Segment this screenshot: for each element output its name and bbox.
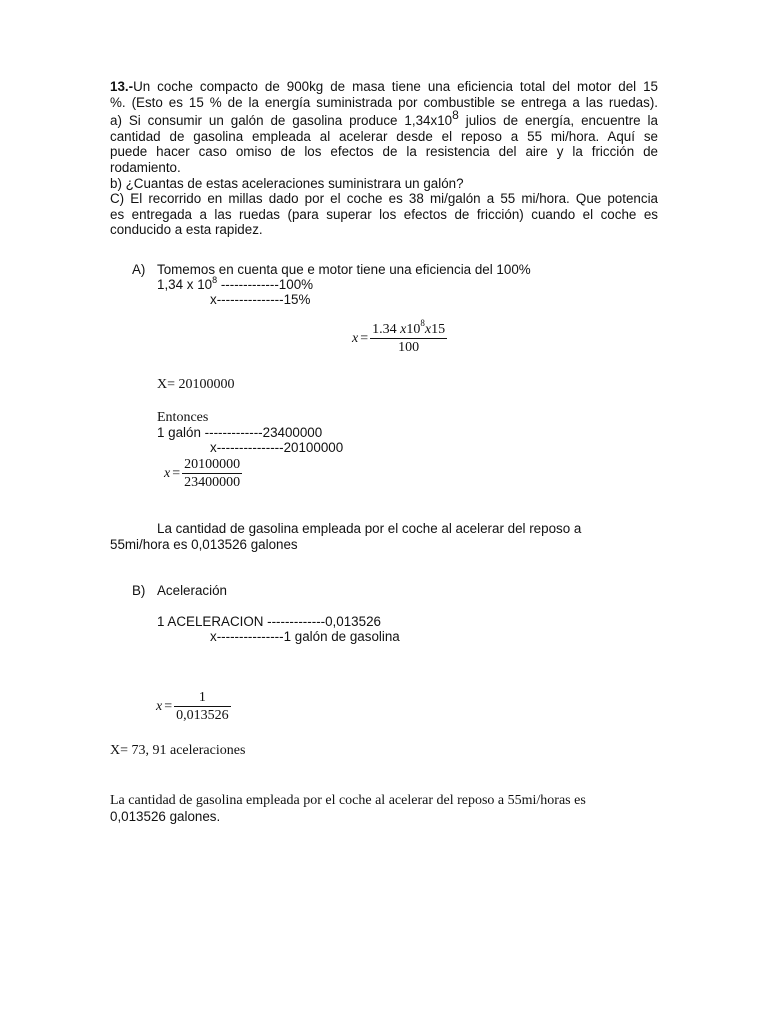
problem-statement [110,79,658,238]
numerator: 1.34 $x10^8x15$ [372,318,446,337]
problem-line-9: es entregada a las ruedas (para superar los efectos de fricción) cuando el coche es [110,206,658,222]
denominator: 0,013526 [176,708,229,723]
equation-3: x = $\frac{1}{0,013526}$ [156,690,229,723]
problem-line-6: rodamiento. [110,159,181,175]
part-a-rule-1: 1,34 x $10^8$ -------------100% [157,274,314,292]
part-b-rule-1: 1 ACELERACION -------------0,013526 [157,614,381,629]
problem-number: 13.- [110,79,134,94]
part-b-rule-2: x---------------1 galón de gasolina [210,629,400,644]
denominator: 100 [398,340,420,355]
problem-line-a: a) Si consumir un galón de gasolina produce $1,34x10^8$ julios de energía, encuentre la [110,107,658,129]
part-b-heading: Aceleración [157,583,227,598]
problem-line-c: C) El recorrido en millas dado por el coche es 38 mi/galón a 55 mi/hora. Que potencia [110,191,658,207]
part-a-label: A) [132,262,146,277]
part-a-rule-4: x---------------20100000 [210,440,344,455]
result-b: X= 73, 91 aceleraciones [110,743,246,758]
fraction [370,318,447,355]
part-a-rule-3: 1 galón -------------23400000 [157,425,323,440]
problem-line-b: b) ¿Cuantas de estas aceleraciones suministrara un galón? [110,175,464,191]
part-a-conclusion-1: La cantidad de gasolina empleada por el coche al acelerar del reposo a [157,521,582,536]
equation-2: x = $\frac{20100000}{23400000}$ [164,457,241,490]
then-label: Entonces [157,410,209,425]
problem-line-10: conducido a esta rapidez. [110,222,263,238]
exponent: 8 [452,107,459,122]
part-a-heading: Tomemos en cuenta que e motor tiene una eficiencia del 100% [157,262,531,277]
part-b-conclusion-1: La cantidad de gasolina empleada por el coche al acelerar del reposo a 55mi/horas es [110,793,586,808]
part-a-conclusion-2: 55mi/hora es 0,013526 galones [110,537,298,552]
part-b-label: B) [132,583,146,598]
numerator: 20100000 [184,457,241,472]
problem-line-2: %. (Esto es 15 % de la energía suministrada por combustible se entrega a las ruedas). [110,94,658,110]
problem-line-5: puede hacer caso omiso de los efectos de la resistencia del aire y la fricción de [110,144,658,160]
part-a-rule-2: x---------------15% [210,292,311,307]
equation-1: x = $\frac{1.34 x10^8x15}{100}$ [352,318,446,355]
problem-line-1: 13.-Un coche compacto de 900kg de masa tiene una eficiencia total del motor del 15 [110,79,658,94]
denominator: 23400000 [184,475,241,490]
result-1: X= 20100000 [157,377,235,392]
fraction [182,457,242,490]
exponent: 8 [212,274,218,285]
numerator: 1 [198,690,206,705]
part-b-conclusion-2: 0,013526 galones. [110,809,221,824]
fraction [174,690,231,723]
problem-line-4: cantidad de gasolina empleada al acelerar desde el reposo a 55 mi/hora. Aquí se [110,128,658,144]
